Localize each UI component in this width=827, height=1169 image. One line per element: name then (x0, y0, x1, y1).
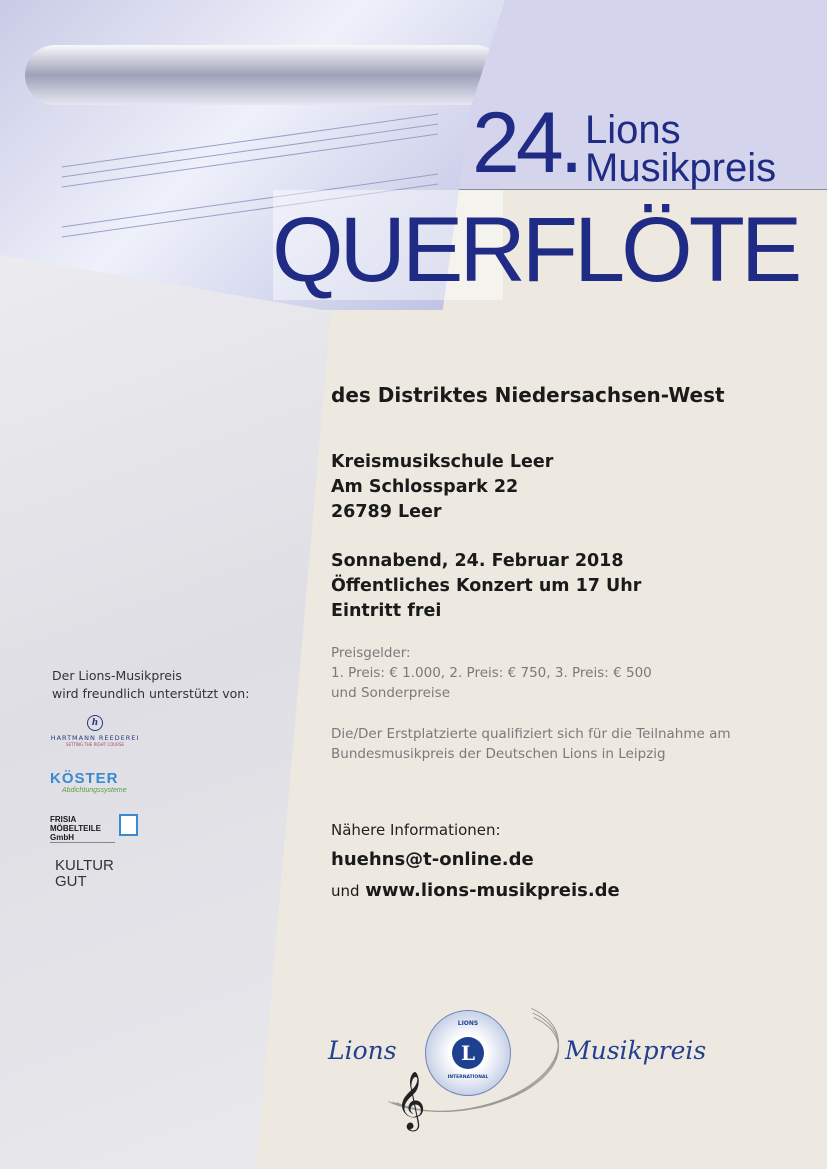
sponsor-intro-line: wird freundlich unterstützt von: (52, 686, 250, 701)
instrument-title: QUERFLÖTE (272, 199, 799, 301)
sponsor-intro (52, 667, 249, 703)
qualification-line: Die/Der Erstplatzierte qualifiziert sich für die Teilnahme am (331, 726, 731, 742)
treble-clef-icon: 𝄞 (396, 1071, 426, 1129)
flute-body (25, 45, 505, 105)
koester-tagline: Abdichtungssysteme (62, 787, 127, 794)
venue-street: Am Schlosspark 22 (331, 477, 519, 497)
sponsor-frisia: FRISIA MÖBELTEILE GmbH (50, 815, 115, 843)
sponsor-koester (50, 770, 127, 794)
event-details (331, 549, 641, 624)
sponsor-kulturgut: KULTUR GUT (55, 857, 114, 890)
prizes-amounts: 1. Preis: € 1.000, 2. Preis: € 750, 3. Preis: € 500 (331, 665, 652, 681)
koester-name: KÖSTER (50, 770, 119, 787)
prizes-label: Preisgelder: (331, 645, 411, 661)
website-line (331, 880, 620, 901)
and-text: und (331, 882, 360, 900)
emblem-letter: L (452, 1037, 484, 1069)
edition-number: 24. (472, 95, 580, 191)
emblem-bottom-text: INTERNATIONAL (447, 1075, 489, 1080)
event-date: Sonnabend, 24. Februar 2018 (331, 551, 624, 571)
title-lions: Lions (585, 108, 681, 152)
logo-text-lions: Lions (328, 1036, 397, 1065)
website-link[interactable]: www.lions-musikpreis.de (365, 880, 620, 901)
district: des Distriktes Niedersachsen-West (331, 383, 725, 407)
venue (331, 450, 553, 525)
venue-name: Kreismusikschule Leer (331, 452, 554, 472)
email-link[interactable]: huehns@t-online.de (331, 849, 534, 870)
frisia-emblem-icon (119, 814, 138, 836)
sponsor-intro-line: Der Lions-Musikpreis (52, 668, 182, 683)
event-admission: Eintritt frei (331, 601, 442, 621)
prizes-special: und Sonderpreise (331, 685, 451, 701)
logo-text-musikpreis: Musikpreis (565, 1036, 707, 1065)
info-label: Nähere Informationen: (331, 821, 501, 839)
title-musikpreis: Musikpreis (585, 146, 777, 190)
qualification (331, 724, 731, 764)
event-concert: Öffentliches Konzert um 17 Uhr (331, 576, 642, 596)
qualification-line: Bundesmusikpreis der Deutschen Lions in Leipzig (331, 746, 666, 762)
hartmann-tagline: SETTING THE RIGHT COURSE (65, 742, 125, 747)
venue-city: 26789 Leer (331, 502, 442, 522)
prizes (331, 643, 652, 703)
hartmann-emblem-icon: h (87, 715, 103, 731)
emblem-top-text: LIONS (457, 1020, 479, 1027)
sponsor-hartmann (50, 715, 140, 747)
hartmann-name: HARTMANN REEDEREI (50, 734, 140, 742)
